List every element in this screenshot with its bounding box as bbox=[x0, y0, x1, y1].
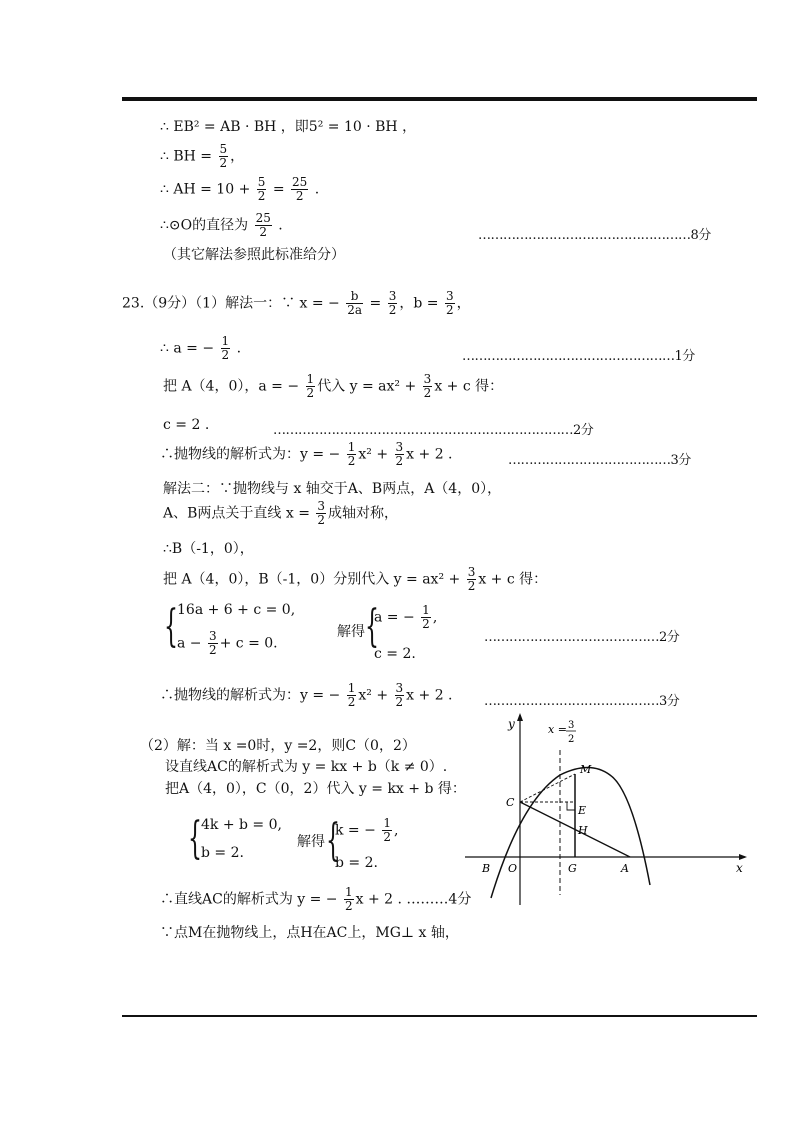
parabola-curve bbox=[491, 768, 650, 899]
system-row: 4k + b = 0, bbox=[201, 817, 282, 833]
score-3a: …………………………………3分 bbox=[508, 453, 691, 468]
segment-cm bbox=[520, 774, 575, 802]
label-B: B bbox=[482, 862, 491, 875]
system-row: a = − $\frac{1}{2}$ , bbox=[374, 603, 438, 631]
line-eb-squared: ∴ EB² = AB · BH ，即5² = 10 · BH ， bbox=[160, 119, 417, 135]
solve-label-2: 解得 bbox=[297, 834, 325, 850]
fraction: $\frac{1}{2}$ bbox=[306, 372, 315, 400]
left-brace: { bbox=[188, 813, 202, 864]
fraction: $\frac{25}{2}$ bbox=[255, 211, 271, 239]
line-substitute-ab: 把 A（4，0），B（-1，0）分别代入 y = ax² + $\frac{3}{2}$ x + c 得： bbox=[163, 565, 548, 593]
line-m-on-parabola: ∵点M在抛物线上，点H在AC上，MG⊥ x 轴， bbox=[160, 925, 459, 941]
line-ac-setup: 设直线AC的解析式为 y = kx + b（k ≠ 0）. bbox=[165, 759, 448, 775]
top-rule bbox=[122, 97, 757, 101]
line-substitute-a: 把 A（4，0），a = − $\frac{1}{2}$ 代入 y = ax² + $\frac{3}{2}$ x + c 得： bbox=[163, 372, 504, 400]
fraction: $\frac{3}{2}$ bbox=[423, 372, 432, 400]
system-row: b = 2. bbox=[201, 845, 244, 861]
bottom-rule bbox=[122, 1015, 757, 1017]
label-A: A bbox=[621, 862, 629, 875]
label-symmetry-2: 2 bbox=[568, 734, 575, 745]
line-ac-substitute: 把A（4，0），C（0，2）代入 y = kx + b 得： bbox=[165, 781, 466, 797]
system-row: b = 2. bbox=[335, 855, 378, 871]
label-symmetry-x: x = bbox=[548, 723, 567, 736]
label-M: M bbox=[580, 763, 592, 776]
fraction: $\frac{1}{2}$ bbox=[422, 603, 430, 631]
label-O: O bbox=[508, 862, 518, 875]
left-brace: { bbox=[365, 601, 379, 652]
system-row: c = 2. bbox=[374, 646, 416, 662]
fraction: $\frac{1}{2}$ bbox=[221, 334, 230, 362]
fraction: $\frac{1}{2}$ bbox=[347, 440, 356, 468]
line-diameter: ∴⊙O的直径为 $\frac{25}{2}$ . bbox=[160, 211, 283, 239]
system-row: a − $\frac{3}{2}$ + c = 0. bbox=[177, 629, 278, 657]
equation-system-2 bbox=[187, 815, 297, 870]
line-parabola-2: ∴抛物线的解析式为：y = − $\frac{1}{2}$ x² + $\frac{3}{2}$ x + 2 . bbox=[160, 681, 453, 709]
right-angle-mark bbox=[567, 802, 575, 810]
fraction: $\frac{25}{2}$ bbox=[292, 175, 308, 203]
fraction: $\frac{3}{2}$ bbox=[208, 629, 217, 657]
fraction: $\frac{3}{2}$ bbox=[395, 440, 404, 468]
fraction: $\frac{3}{2}$ bbox=[467, 565, 476, 593]
fraction: $\frac{b}{2a}$ bbox=[347, 289, 363, 317]
solution-system-1 bbox=[364, 600, 484, 665]
score-1: ……………………………………………1分 bbox=[462, 349, 695, 364]
label-H: H bbox=[578, 824, 588, 837]
left-brace: { bbox=[164, 601, 178, 652]
fraction: $\frac{5}{2}$ bbox=[219, 142, 228, 170]
label-E: E bbox=[578, 804, 587, 817]
part2-heading: （2）解：当 x =0时，y =2，则C（0，2） bbox=[140, 738, 416, 754]
fraction: $\frac{3}{2}$ bbox=[395, 681, 404, 709]
fraction: $\frac{5}{2}$ bbox=[257, 175, 266, 203]
line-bh: ∴ BH = $\frac{5}{2}$ ， bbox=[160, 142, 245, 170]
score-3b: ……………………………………3分 bbox=[484, 694, 680, 709]
label-C: C bbox=[506, 796, 515, 809]
fraction: $\frac{1}{2}$ bbox=[347, 681, 356, 709]
label-y: y bbox=[508, 717, 515, 731]
fraction: $\frac{1}{2}$ bbox=[383, 816, 391, 844]
score-2a: ………………………………………………………………2分 bbox=[273, 423, 594, 438]
label-x: x bbox=[736, 861, 743, 875]
line-ac-result: ∴直线AC的解析式为 y = − $\frac{1}{2}$ x + 2 . ………4分 bbox=[160, 885, 472, 913]
line-c-value: c = 2 . bbox=[163, 417, 210, 433]
fraction: $\frac{3}{2}$ bbox=[388, 289, 397, 317]
label-G: G bbox=[568, 862, 577, 875]
line-other-methods: （其它解法参照此标准给分） bbox=[163, 247, 345, 263]
solve-label: 解得 bbox=[337, 624, 365, 640]
system-row: k = − $\frac{1}{2}$ , bbox=[335, 816, 399, 844]
line-symmetry: A、B两点关于直线 x = $\frac{3}{2}$ 成轴对称， bbox=[163, 499, 399, 527]
line-a-value: ∴ a = − $\frac{1}{2}$ . bbox=[160, 334, 242, 362]
score-2b: ……………………………………2分 bbox=[484, 630, 680, 645]
solution-system-2 bbox=[325, 815, 425, 875]
label-symmetry-3: 3 bbox=[568, 720, 575, 731]
left-brace: { bbox=[326, 815, 340, 866]
fraction: $\frac{1}{2}$ bbox=[345, 885, 353, 913]
x-axis-arrow bbox=[739, 854, 747, 860]
y-axis-arrow bbox=[517, 713, 523, 721]
q23-heading: 23.（9分）（1）解法一：∵ x = − $\frac{b}{2a}$ = $\frac{3}{2}$ ，b = $\frac{3}{2}$ ， bbox=[122, 289, 471, 317]
line-ah: ∴ AH = 10 + $\frac{5}{2}$ = $\frac{25}{2}$ . bbox=[160, 175, 320, 203]
system-row: 16a + 6 + c = 0, bbox=[177, 602, 296, 618]
line-method2: 解法二：∵抛物线与 x 轴交于A、B两点，A（4，0）， bbox=[163, 481, 502, 497]
parabola-figure bbox=[460, 710, 760, 910]
fraction: $\frac{3}{2}$ bbox=[317, 499, 326, 527]
fraction: $\frac{3}{2}$ bbox=[445, 289, 454, 317]
line-b-point: ∴B（-1，0）， bbox=[163, 541, 254, 557]
score-8: ……………………………………………8分 bbox=[478, 228, 711, 243]
line-parabola-1: ∴抛物线的解析式为：y = − $\frac{1}{2}$ x² + $\frac{3}{2}$ x + 2 . bbox=[160, 440, 453, 468]
